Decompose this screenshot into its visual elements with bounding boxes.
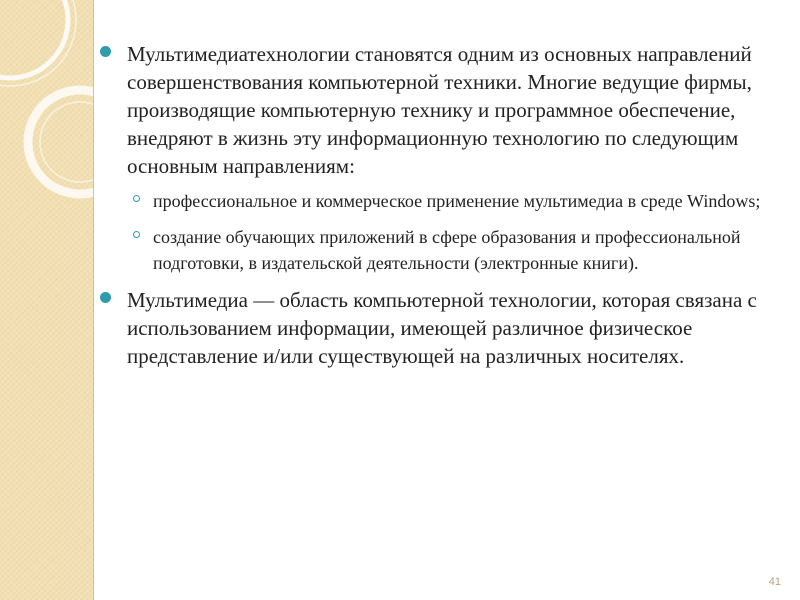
sub-bullet-list [100, 188, 780, 276]
ring-bullet-icon [133, 195, 140, 202]
sub-bullet-item [100, 188, 780, 214]
sub-bullet-text: профессиональное и коммерческое применение мультимедиа в среде Windows; [153, 191, 761, 211]
bullet-text: Мультимедиатехнологии становятся одним из основных направлений совершенствования компьютерной техники. Многие ведущие фирмы, производящие компьютерную технику и программное обеспечение, внедряют в жизнь эту информационную технологию по следующим основным направлениям: [127, 42, 752, 178]
sub-bullet-text: создание обучающих приложений в сфере образования и профессиональной подготовки, в издательской деятельности (электронные книги). [153, 227, 741, 273]
bullet-text: Мультимедиа — область компьютерной технологии, которая связана с использованием информации, имеющей различное физическое представление и/или существующей на различных носителях. [127, 288, 757, 368]
bullet-item [100, 286, 780, 370]
ring-bullet-icon [133, 231, 140, 238]
filled-circle-bullet-icon [100, 46, 111, 57]
decorative-rings [0, 0, 93, 600]
filled-circle-bullet-icon [100, 292, 111, 303]
page-number: 41 [768, 576, 781, 588]
slide-content [100, 40, 780, 378]
sidebar-divider [93, 0, 94, 600]
sub-bullet-item [100, 224, 780, 276]
decorative-sidebar [0, 0, 93, 600]
bullet-item [100, 40, 780, 180]
